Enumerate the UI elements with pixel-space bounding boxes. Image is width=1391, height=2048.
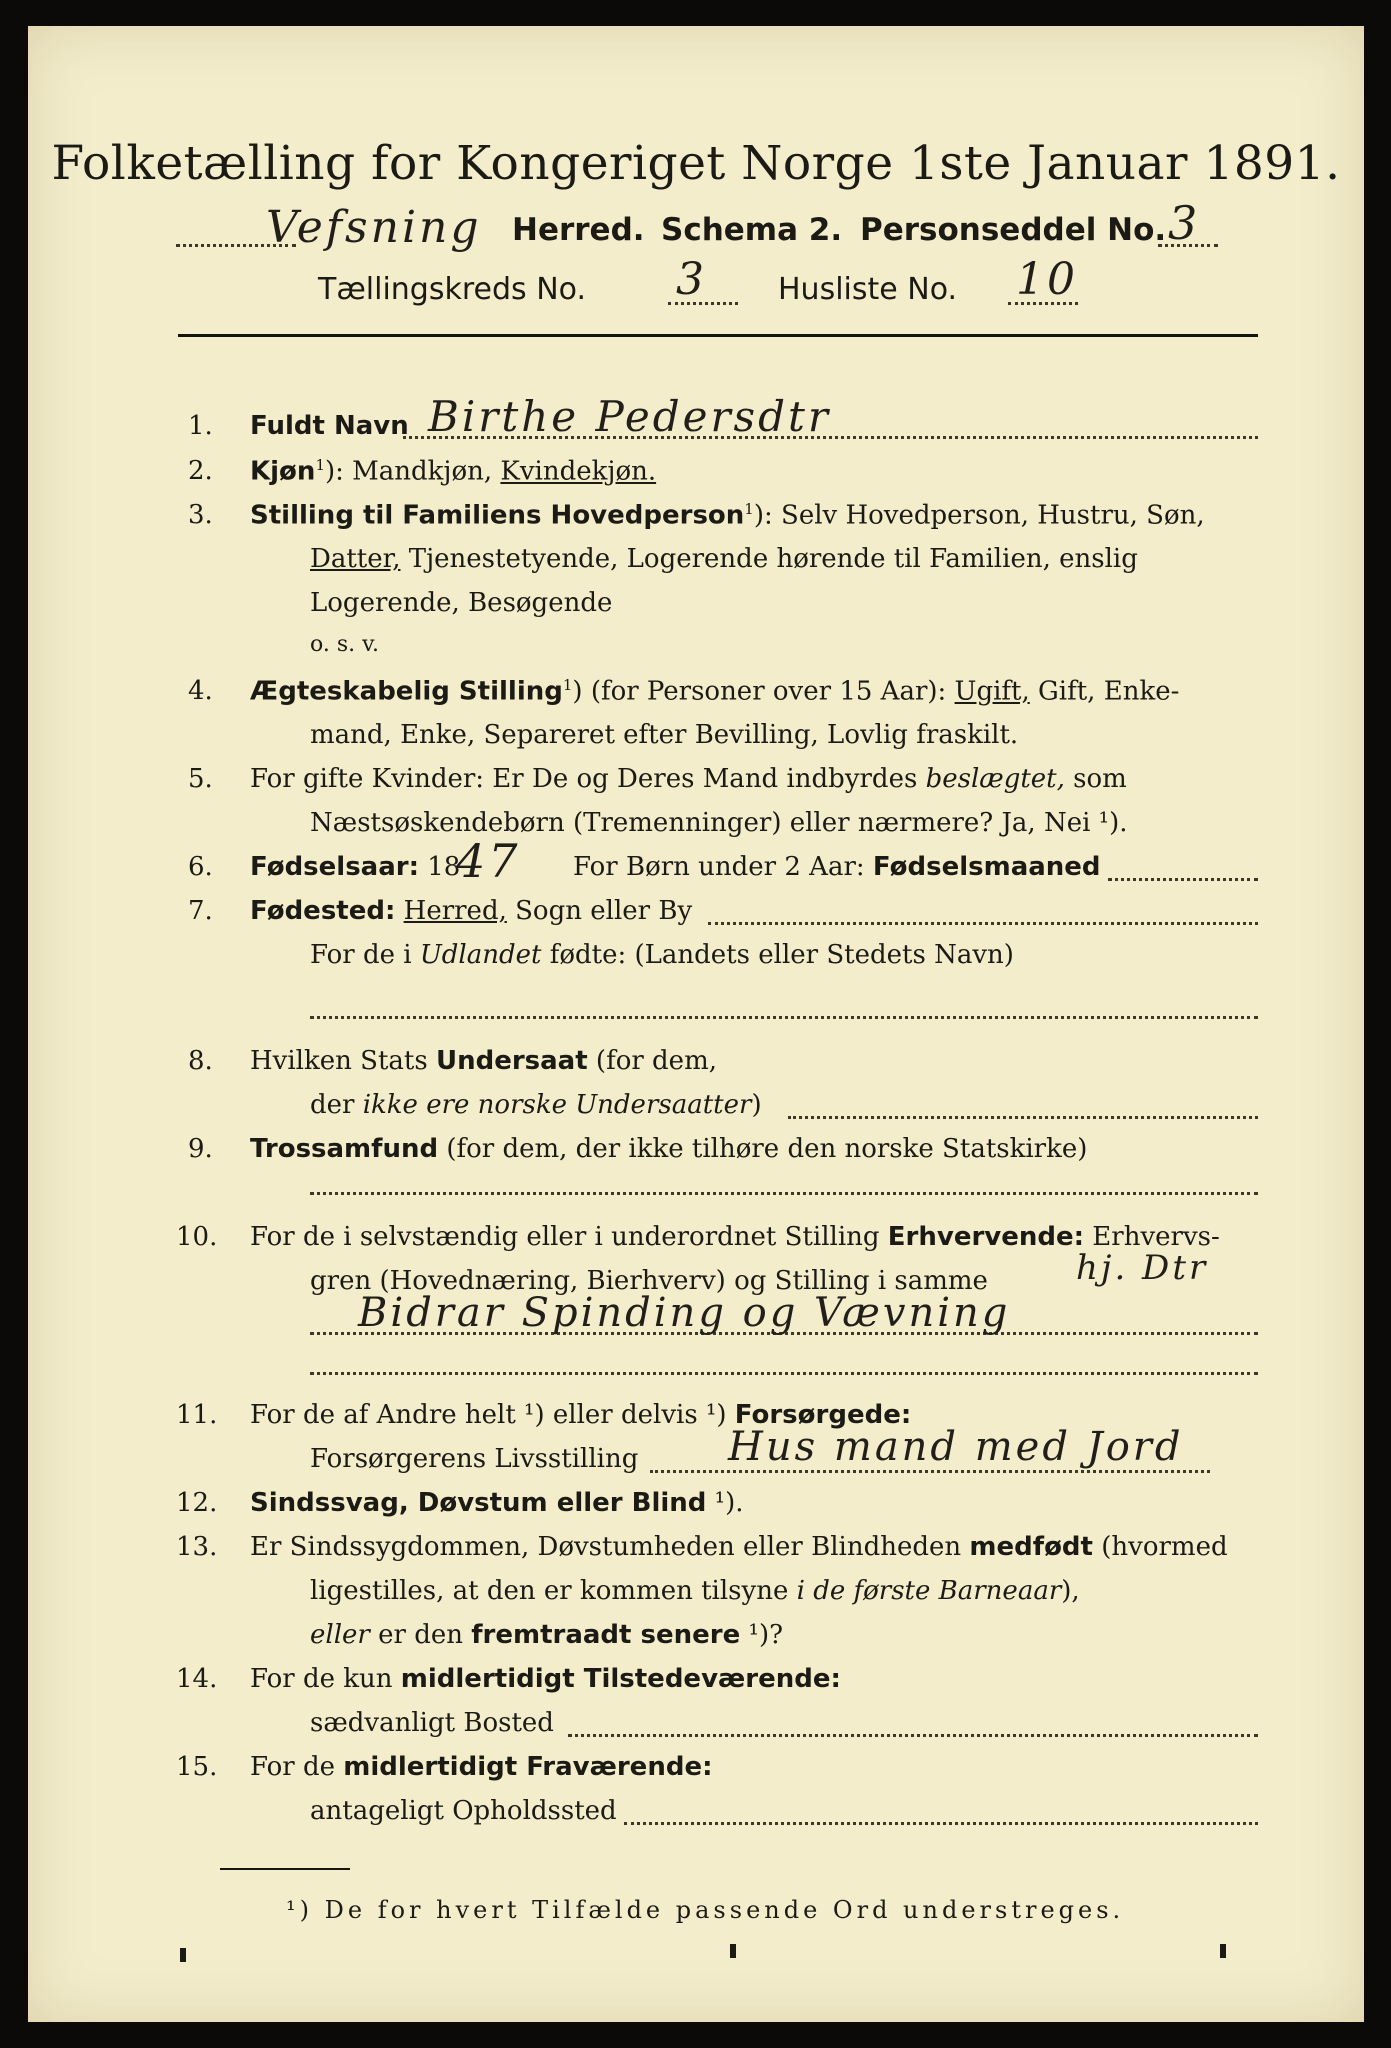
q2-number: 2. [188,456,213,486]
q3-line1 [250,500,1205,531]
q3-line2 [310,544,1138,574]
q7-line1 [250,896,692,926]
q7-line2-post: fødte: (Landets eller Stedets Navn) [541,940,1014,970]
q6-rest: For Børn under 2 Aar: [573,852,873,882]
q4-line1 [250,676,1179,707]
q5-number: 5. [188,764,213,794]
q6-year-prefix: 18 [419,852,461,882]
q13-line1-bold: medfødt [969,1532,1093,1562]
herred-handwritten: Vefsning [266,202,482,253]
q6-number: 6. [188,852,213,882]
q7-blank-line [310,1016,1258,1019]
q2-line [250,456,656,487]
q1-label: Fuldt Navn [250,411,409,441]
q8-line1 [250,1046,717,1076]
q7-label: Fødested: [250,896,396,926]
q7-rest: Sogn eller By [506,896,693,926]
q8-line2-italic: ikke ere norske Undersaatter [362,1090,752,1120]
q14-line1 [250,1664,841,1694]
q13-line2 [310,1576,1080,1606]
q5-italic: beslægtet, [925,764,1065,794]
q8-number: 8. [188,1046,213,1076]
q12-line [250,1488,744,1518]
q14-line2: sædvanligt Bosted [310,1708,554,1738]
q8-line2 [310,1090,762,1120]
q13-line3-bold: fremtraadt senere [471,1620,741,1650]
q9-label: Trossamfund [250,1134,439,1164]
q9-rest: (for dem, der ikke tilhøre den norske Statskirke) [438,1134,1088,1164]
husliste-number: 10 [1016,254,1078,305]
q13-line3-post: ¹)? [740,1620,784,1650]
form-title: Folketælling for Kongeriget Norge 1ste Januar 1891. [51,136,1341,191]
q2-label: Kjøn [250,456,316,487]
q9-number: 9. [188,1134,213,1164]
q11-line1-pre: For de af Andre helt ¹) eller delvis ¹) [250,1400,735,1430]
q3-label: Stilling til Familiens Hovedperson [250,500,745,531]
q4-line1-tail: Gift, Enke- [1029,676,1180,707]
husliste-dots [1008,302,1078,305]
q8-dots [788,1116,1258,1119]
q9-blank-line [310,1192,1258,1195]
q6-rest-line [573,852,1101,882]
binding-mark-center [730,1944,736,1958]
q10-line2: gren (Hovednæring, Bierhverv) og Stilling i samme [310,1266,988,1296]
q7-underlined: Herred, [403,896,507,926]
q12-label: Sindssvag, Døvstum eller Blind [250,1488,707,1518]
census-form-page [28,26,1364,2022]
q10-line1-bold: Erhvervende: [887,1222,1085,1252]
q10-line1-post: Erhvervs- [1084,1222,1220,1252]
footnote-rule [220,1868,350,1870]
q15-number: 15. [176,1752,218,1782]
q14-dots [568,1734,1258,1737]
q2-underlined: Kvindekjøn. [500,456,657,487]
q10-number: 10. [176,1222,218,1252]
q13-line2-italic: i de første Barneaar [796,1576,1062,1606]
q11-answer: Hus mand med Jord [728,1424,1184,1470]
q13-line3-mid: er den [369,1620,472,1650]
q8-line1-post: (for dem, [587,1046,717,1076]
q5-line2: Næstsøskendebørn (Tremenninger) eller nærmere? Ja, Nei ¹). [310,808,1128,838]
q8-line2-pre: der [310,1090,363,1120]
q14-line1-pre: For de kun [250,1664,401,1694]
husliste-label: Husliste No. [778,272,958,307]
q3-line4: o. s. v. [310,632,379,657]
q15-dots [624,1822,1258,1825]
taellingskreds-label: Tællingskreds No. [318,272,586,307]
q5-tail: som [1064,764,1127,794]
q3-sup: 1 [744,500,754,518]
q12-number: 12. [176,1488,218,1518]
q7-line2-pre: For de i [310,940,420,970]
q13-number: 13. [176,1532,218,1562]
q6-year-handwritten: 47 [456,834,521,888]
q15-line1-bold: midlertidigt Fraværende: [343,1752,713,1782]
q2-sup: 1 [315,456,325,474]
q8-line2-post: ) [751,1090,762,1120]
q4-line1-rest: ) (for Personer over 15 Aar): [572,676,955,707]
q6-line [250,852,460,882]
footnote: ¹) De for hvert Tilfælde passende Ord understreges. [286,1896,1125,1924]
q1-answer: Birthe Pedersdtr [428,392,831,441]
q6-label: Fødselsaar: [250,852,419,882]
q11-number: 11. [176,1400,218,1430]
q3-number: 3. [188,500,213,530]
q10-dots-2 [310,1372,1258,1375]
q3-line3: Logerende, Besøgende [310,588,613,618]
q3-line1-rest: ): Selv Hovedperson, Hustru, Søn, [753,500,1205,531]
q4-label: Ægteskabelig Stilling [250,676,563,707]
q3-line2-rest: Tjenestetyende, Logerende hørende til Familien, enslig [400,544,1138,574]
q6-rest-bold: Fødselsmaaned [872,852,1101,882]
q7-number: 7. [188,896,213,926]
binding-mark-right [1220,1944,1226,1958]
taellingskreds-number: 3 [676,254,707,305]
q4-line2: mand, Enke, Separeret efter Bevilling, Lovlig fraskilt. [310,720,1019,750]
binding-mark-left [180,1948,186,1962]
q15-line2: antageligt Opholdssted [310,1796,617,1826]
q9-line [250,1134,1087,1164]
q12-tail: ¹). [706,1488,744,1518]
q10-answer-2: Bidrar Spinding og Vævning [358,1290,1011,1336]
q10-answer-1: hj. Dtr [1076,1248,1209,1288]
q13-line1 [250,1532,1228,1562]
q13-line2-pre: ligestilles, at den er kommen tilsyne [310,1576,797,1606]
q5-line1 [250,764,1127,794]
schema-label: Schema 2. [661,212,843,248]
q1-number: 1. [188,411,213,441]
q6-dots [1108,878,1258,881]
q13-line2-post: ), [1061,1576,1080,1606]
q14-line1-bold: midlertidigt Tilstedeværende: [400,1664,841,1694]
personseddel-dots [1158,244,1218,247]
q3-underlined: Datter, [310,544,401,574]
personseddel-label: Personseddel No. [860,212,1167,248]
q15-line1 [250,1752,712,1782]
herred-label: Herred. [512,212,645,248]
q11-line1-bold: Forsørgede: [734,1400,912,1430]
q4-sup: 1 [562,676,573,694]
personseddel-number: 3 [1168,196,1201,250]
q4-underlined: Ugift, [954,676,1030,707]
q11-dots [650,1470,1210,1473]
q10-line1 [250,1222,1220,1252]
q10-line1-pre: For de i selvstændig eller i underordnet Stilling [250,1222,888,1252]
q8-line1-pre: Hvilken Stats [250,1046,436,1076]
header-rule [178,334,1258,337]
q4-number: 4. [188,676,213,706]
q14-number: 14. [176,1664,218,1694]
q7-dots [708,922,1258,925]
taellingskreds-dots [668,302,738,305]
q2-rest: ): Mandkjøn, [324,456,501,487]
q7-line2 [310,940,1014,970]
q8-line1-bold: Undersaat [435,1046,588,1076]
q11-line2: Forsørgerens Livsstilling [310,1444,639,1474]
q13-line3-italic: eller [310,1620,370,1650]
q13-line3 [310,1620,783,1650]
q13-line1-pre: Er Sindssygdommen, Døvstumheden eller Blindheden [250,1532,970,1562]
q7-line2-italic: Udlandet [419,940,542,970]
q5-label: For gifte Kvinder: Er De og Deres Mand indbyrdes [250,764,918,794]
q15-line1-pre: For de [250,1752,344,1782]
q13-line1-post: (hvormed [1092,1532,1228,1562]
